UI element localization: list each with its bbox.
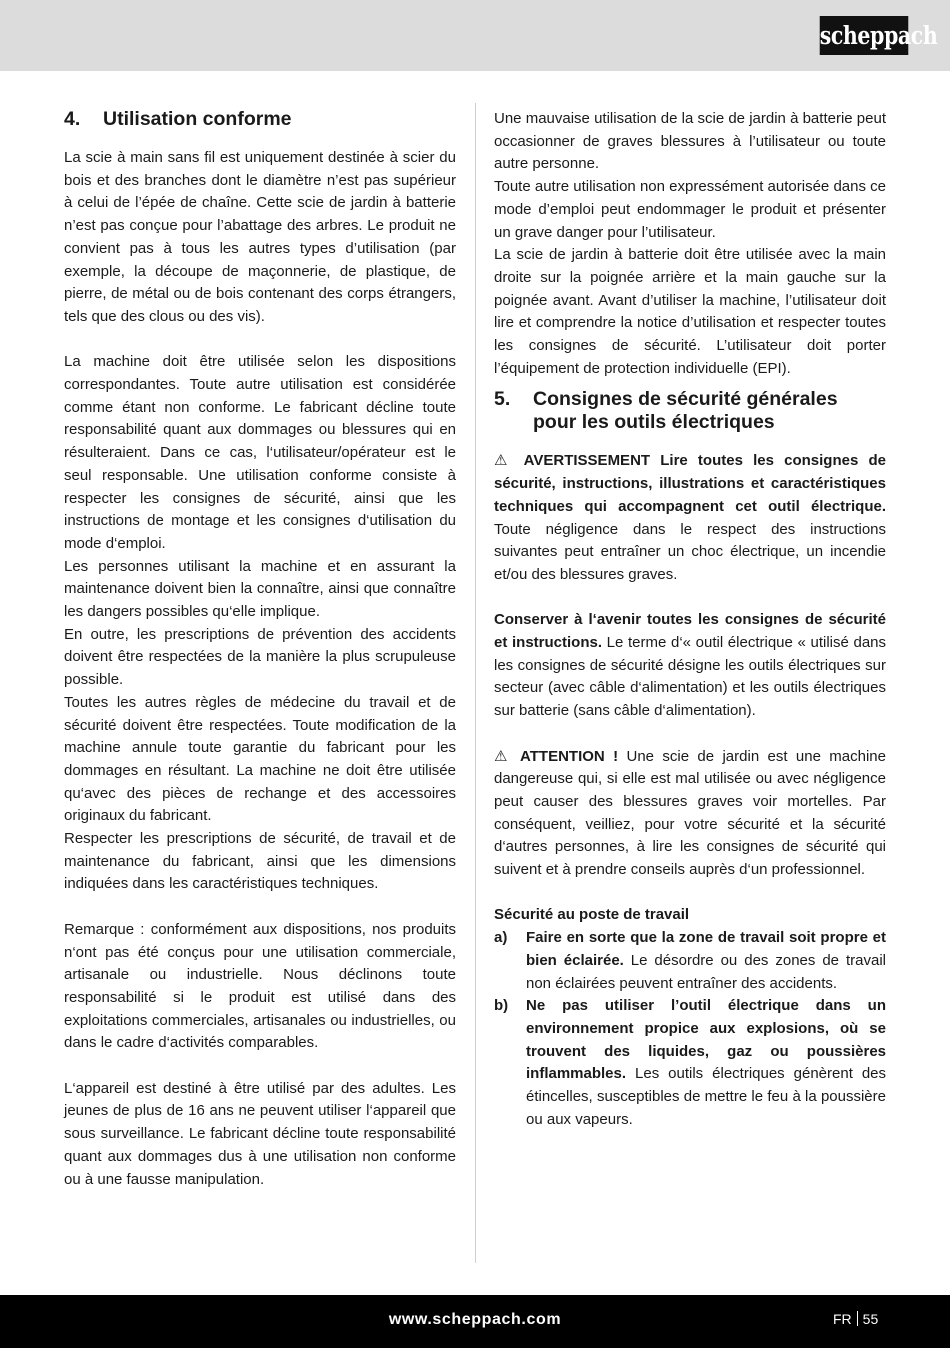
left-paragraph-4: En outre, les prescriptions de prévention des accidents doivent être respectées de la manière la plus scrupuleuse possible. [64,625,456,689]
list-item-bold: Ne pas utiliser l’outil électrique dans un environnement propice aux explosions, où se trouvent des liquides, gaz ou poussières inflammables. [526,997,886,1083]
left-paragraph-7: Remarque : conformément aux dispositions, nos produits n‘ont pas été conçus pour une utilisation commerciale, artisanale ou industrielle. Nous déclinons toute responsabilité si le produit est utilisé dans des exploitations commerciales, artisanales ou industrielles, ou dans le cadre d‘activités comparables. [64,920,456,1052]
language-code: FR [833,1311,852,1327]
page-info [833,1311,878,1327]
section-5-heading [494,388,886,434]
page-number: 55 [862,1311,879,1327]
workplace-subheading [494,904,886,927]
keep-bold-text: Conserver à l‘avenir toutes les consignes de sécurité et instructions. [494,611,886,652]
keep-instructions-paragraph [494,609,886,723]
column-divider [475,103,476,1263]
warning-triangle-icon: ⚠ [494,452,514,470]
attention-paragraph [494,746,886,882]
attention-text: Une scie de jardin est une machine dangereuse qui, si elle est mal utilisée ou avec négligence peut causer des blessures graves voir mortelles. Par conséquent, veilliez, pour votre sécurité et la sécurité d‘autres personnes, à lire les consignes de sécurité qui suivent et à prendre conseils auprès d‘un professionnel. [494,747,886,879]
left-paragraph-3: Les personnes utilisant la machine et en assurant la maintenance doivent bien la connaître, ainsi que connaître les dangers possibles qu‘elle implique. [64,557,456,621]
website-link[interactable]: www.scheppach.com [388,1311,562,1328]
header-bar [0,0,950,71]
list-item [494,995,886,1131]
left-paragraph-2: La machine doit être utilisée selon les dispositions correspondantes. Toute autre utilisation est considérée comme étant non conforme. Le fabricant décline toute responsabilité quant aux dommages ou blessures qui en résulteraient. Dans ce cas, l‘utilisateur/opérateur est le seul responsable. Une utilisation conforme consiste à respecter les consignes de sécurité, ainsi que les instructions de montage et les consignes d‘utilisation du mode d‘emploi. [64,353,456,552]
list-item-bold: Faire en sorte que la zone de travail soit propre et bien éclairée. [526,929,886,969]
warning-paragraph [494,450,886,586]
list-item-text [526,927,886,995]
keep-text: Le terme d‘« outil électrique « utilisé dans les consignes de sécurité désigne les outils électriques sur secteur (avec câble d‘alimentation) et les outils électriques sur batterie (sans câble d‘alimentation). [494,634,887,720]
right-column [494,108,886,1131]
left-paragraph-1: La scie à main sans fil est uniquement destinée à scier du bois et des branches dont le diamètre n’est pas supérieur à celui de l’épée de chaîne. Cette scie de jardin à batterie n’est pas conçue pour l’abattage des arbres. Le produit ne convient pas à tous les autres types d’utilisation (par exemple, la découpe de maçonnerie, de plastique, de pierre, de métal ou de bois contenant des corps étrangers, tels que des clous ou des vis). [64,149,456,325]
brand-logo: scheppach [820,16,909,55]
left-paragraph-6: Respecter les prescriptions de sécurité, de travail et de maintenance du fabricant, ainsi que les dimensions indiquées dans les caractéristiques techniques. [64,830,456,893]
list-item [494,927,886,995]
footer-bar [0,1295,950,1348]
right-paragraph-3: La scie de jardin à batterie doit être utilisée avec la main droite sur la poignée arrière et la main gauche sur la poignée avant. Avant d’utiliser la machine, l’utilisateur doit lire et comprendre la notice d’utilisation et respecter toutes les consignes de sécurité. L’utilisateur doit porter l’équipement de protection individuelle (EPI). [494,246,886,377]
list-item-label: b) [494,997,509,1015]
warning-text: Toute négligence dans le respect des instructions suivantes peut entraîner un choc électrique, un incendie et/ou des blessures graves. [494,520,886,583]
list-item-label: a) [494,929,508,947]
right-paragraph-2: Toute autre utilisation non expressément autorisée dans ce mode d’emploi peut endommager le produit et présenter un grave danger pour l’utilisateur. [494,178,886,241]
left-paragraph-5: Toutes les autres règles de médecine du travail et de sécurité doivent être respectées. Toute modification de la machine annule toute garantie du fabricant pour les dommages en résultant. La machine ne doit être utilisée qu‘avec des pièces de rechange et des accessoires originaux du fabricant. [64,693,456,825]
left-paragraph-8: L‘appareil est destiné à être utilisé par des adultes. Les jeunes de plus de 16 ans ne peuvent utiliser l‘appareil que sous surveillance. Le fabricant décline toute responsabilité quant aux dommages dus à une utilisation non conforme ou à une fausse manipulation. [64,1079,456,1188]
left-column [64,108,456,1191]
attention-triangle-icon: ⚠ [494,747,512,765]
section-5-number: 5. [494,388,511,411]
section-4-number: 4. [64,108,81,130]
section-5-title: Consignes de sécurité générales pour les outils électriques [533,388,838,434]
list-item-text [526,995,886,1131]
section-4-title: Utilisation conforme [103,108,292,130]
right-paragraph-1: Une mauvaise utilisation de la scie de jardin à batterie peut occasionner de graves blessures à l’utilisateur ou toute autre personne. [494,110,886,173]
section-4-heading [64,108,456,131]
attention-bold-text: ATTENTION ! [520,747,619,765]
list-item-body: Les outils électriques génèrent des étincelles, susceptibles de mettre le feu à la poussière ou aux vapeurs. [526,1065,887,1128]
workplace-subheading-text: Sécurité au poste de travail [494,906,690,924]
list-item-body: Le désordre ou des zones de travail non éclairées peuvent entraîner des accidents. [526,951,886,992]
warning-bold-text: AVERTISSEMENT Lire toutes les consignes de sécurité, instructions, illustrations et caractéristiques techniques qui accompagnent cet outil électrique. [494,452,887,515]
